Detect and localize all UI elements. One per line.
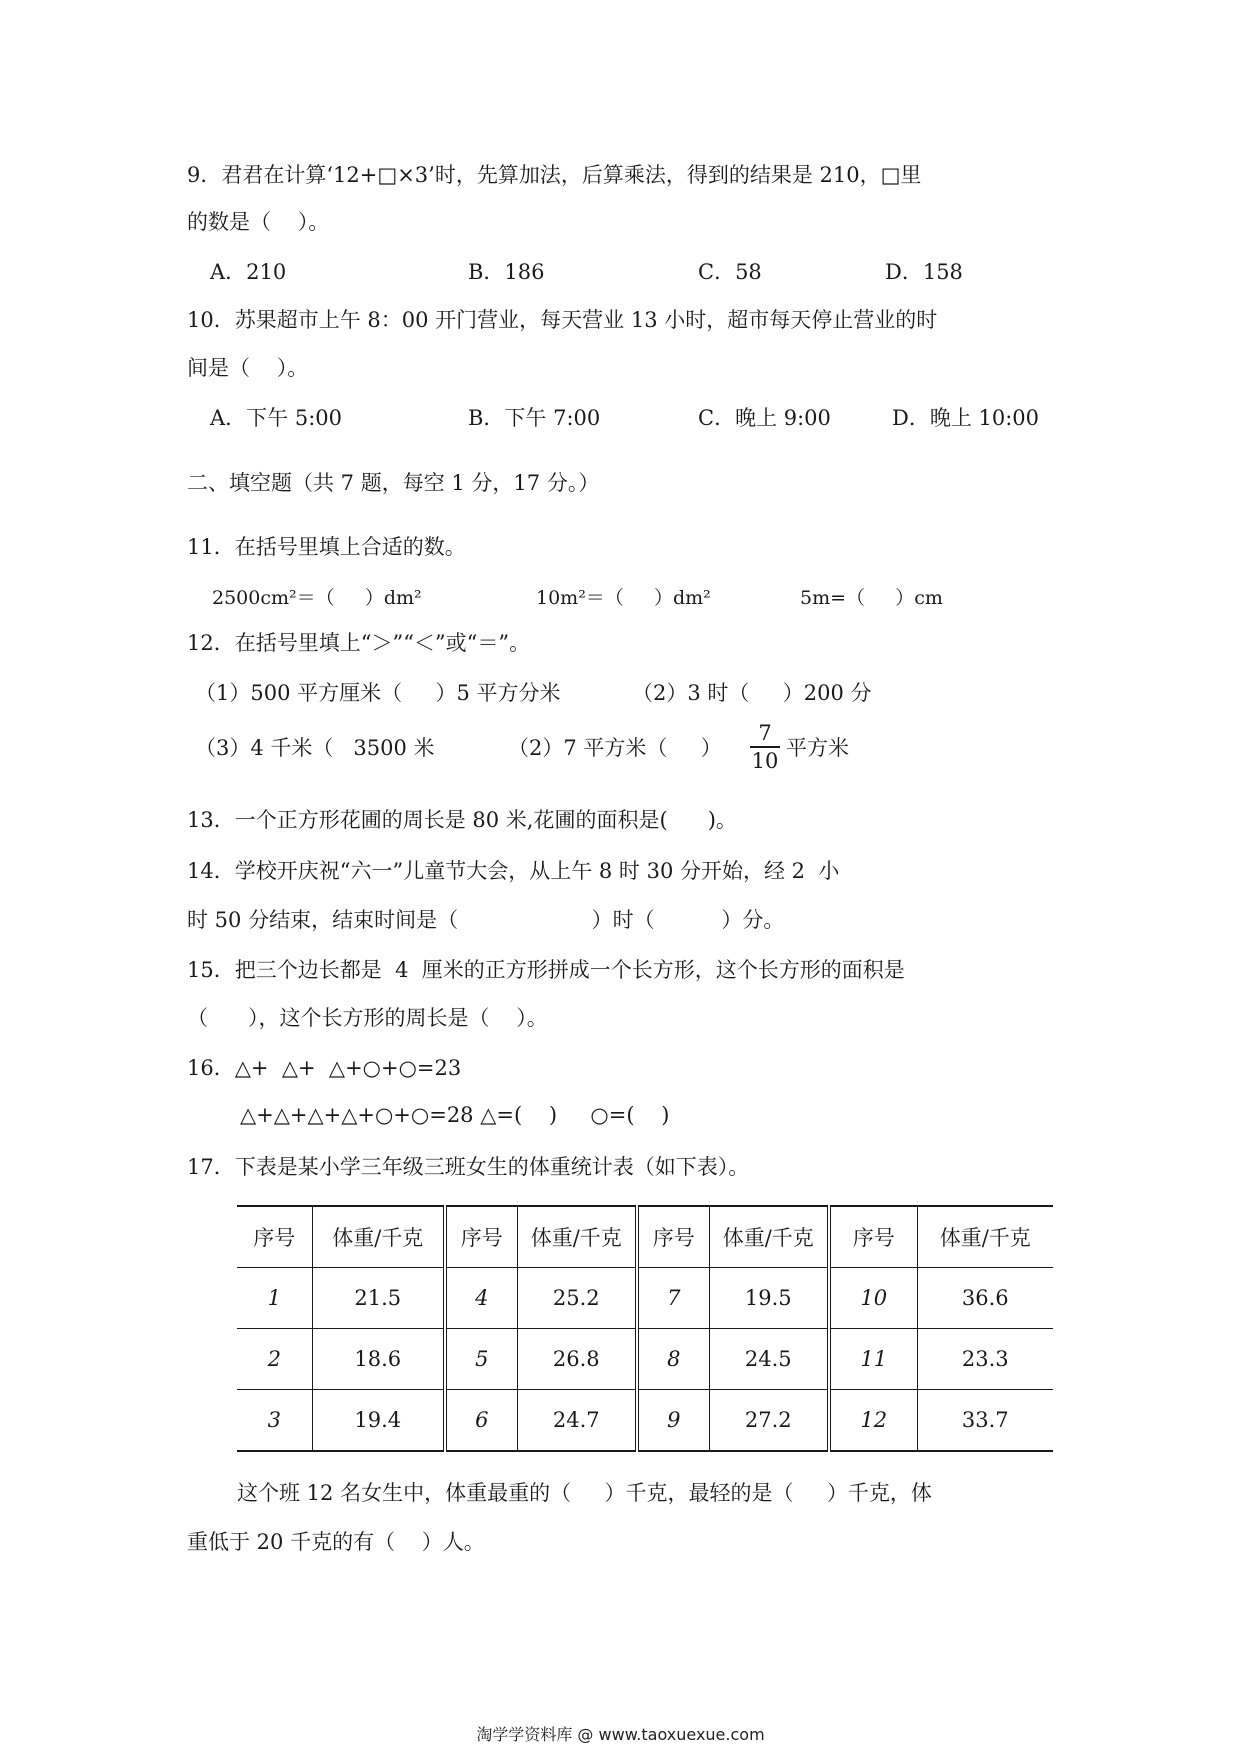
q11-item-1: 2500cm²＝（ ）dm² bbox=[212, 587, 422, 609]
table-header: 体重/千克 bbox=[709, 1206, 829, 1268]
table-header: 序号 bbox=[445, 1206, 517, 1268]
table-cell: 26.8 bbox=[517, 1329, 637, 1390]
q10-option-b: B．下午 7:00 bbox=[468, 406, 601, 430]
q11-item-3: 5m=（ ）cm bbox=[800, 587, 943, 609]
table-cell: 4 bbox=[445, 1268, 517, 1329]
table-cell: 11 bbox=[829, 1329, 917, 1390]
table-cell: 24.5 bbox=[709, 1329, 829, 1390]
table-cell: 7 bbox=[637, 1268, 709, 1329]
table-cell: 23.3 bbox=[917, 1329, 1053, 1390]
table-cell: 18.6 bbox=[312, 1329, 445, 1390]
table-header: 体重/千克 bbox=[312, 1206, 445, 1268]
table-cell: 25.2 bbox=[517, 1268, 637, 1329]
table-header: 序号 bbox=[237, 1206, 312, 1268]
table-header: 体重/千克 bbox=[517, 1206, 637, 1268]
table-row bbox=[237, 1390, 1053, 1452]
table-cell: 27.2 bbox=[709, 1390, 829, 1452]
q16-line1: 16．△+ △+ △+○+○=23 bbox=[187, 1056, 462, 1080]
q12-item-4: （2）7 平方米（ ） bbox=[508, 736, 722, 760]
q15-line1: 15．把三个边长都是 4 厘米的正方形拼成一个长方形，这个长方形的面积是 bbox=[187, 958, 905, 982]
q9-option-c: C．58 bbox=[698, 260, 762, 284]
table-cell: 9 bbox=[637, 1390, 709, 1452]
q16-line2: △+△+△+△+○+○=28 △=( ) ○=( ) bbox=[240, 1103, 670, 1127]
table-cell: 36.6 bbox=[917, 1268, 1053, 1329]
table-row bbox=[237, 1329, 1053, 1390]
table-header: 序号 bbox=[637, 1206, 709, 1268]
q12-item-2: （2）3 时（ ）200 分 bbox=[632, 681, 872, 705]
footer-watermark: 淘学学资料库 @ www.taoxuexue.com bbox=[476, 1725, 765, 1744]
table-cell: 5 bbox=[445, 1329, 517, 1390]
q14-line1: 14．学校开庆祝“六一”儿童节大会，从上午 8 时 30 分开始，经 2 小 bbox=[187, 859, 840, 883]
table-cell: 2 bbox=[237, 1329, 312, 1390]
q9-option-a: A．210 bbox=[210, 260, 287, 284]
table-cell: 8 bbox=[637, 1329, 709, 1390]
table-row bbox=[237, 1268, 1053, 1329]
table-cell: 1 bbox=[237, 1268, 312, 1329]
q10-option-c: C．晚上 9:00 bbox=[698, 406, 831, 430]
q10-option-a: A．下午 5:00 bbox=[210, 406, 342, 430]
q10-line2: 间是（ ）。 bbox=[187, 356, 309, 380]
q12-item-4-unit: 平方米 bbox=[786, 736, 849, 760]
table-cell: 12 bbox=[829, 1390, 917, 1452]
table-header: 体重/千克 bbox=[917, 1206, 1053, 1268]
q13-stem: 13．一个正方形花圃的周长是 80 米,花圃的面积是( )。 bbox=[187, 808, 737, 832]
table-cell: 19.4 bbox=[312, 1390, 445, 1452]
q12-fraction bbox=[748, 720, 782, 774]
weight-table bbox=[237, 1205, 1053, 1452]
q9-option-d: D．158 bbox=[885, 260, 963, 284]
table-cell: 10 bbox=[829, 1268, 917, 1329]
q12-stem: 12．在括号里填上“＞”“＜”或“＝”。 bbox=[187, 631, 531, 655]
table-cell: 19.5 bbox=[709, 1268, 829, 1329]
fraction-denominator: 10 bbox=[751, 749, 779, 773]
q17-after-line1: 这个班 12 名女生中，体重最重的（ ）千克，最轻的是（ ）千克，体 bbox=[237, 1481, 932, 1505]
table-cell: 24.7 bbox=[517, 1390, 637, 1452]
table-cell: 3 bbox=[237, 1390, 312, 1452]
fraction-numerator: 7 bbox=[758, 721, 772, 745]
q15-line2: （ ），这个长方形的周长是（ ）。 bbox=[187, 1006, 548, 1030]
q10-line1: 10．苏果超市上午 8：00 开门营业，每天营业 13 小时，超市每天停止营业的时 bbox=[187, 308, 938, 332]
q9-line2: 的数是（ ）。 bbox=[187, 210, 330, 234]
table-cell: 6 bbox=[445, 1390, 517, 1452]
q9-option-b: B．186 bbox=[468, 260, 545, 284]
q9-line1: 9．君君在计算‘12+□×3’时，先算加法，后算乘法，得到的结果是 210，□里 bbox=[187, 163, 922, 187]
table-header: 序号 bbox=[829, 1206, 917, 1268]
table-cell: 21.5 bbox=[312, 1268, 445, 1329]
q12-item-1: （1）500 平方厘米（ ）5 平方分米 bbox=[195, 681, 561, 705]
q10-option-d: D．晚上 10:00 bbox=[892, 406, 1040, 430]
q14-line2: 时 50 分结束，结束时间是（ ）时（ ）分。 bbox=[187, 908, 785, 932]
q17-stem: 17．下表是某小学三年级三班女生的体重统计表（如下表）。 bbox=[187, 1155, 750, 1179]
q12-item-3: （3）4 千米（ 3500 米 bbox=[195, 736, 435, 760]
q17-after-line2: 重低于 20 千克的有（ ）人。 bbox=[187, 1530, 485, 1554]
table-header-row bbox=[237, 1206, 1053, 1268]
q11-stem: 11．在括号里填上合适的数。 bbox=[187, 535, 466, 559]
table-cell: 33.7 bbox=[917, 1390, 1053, 1452]
section-title: 二、填空题（共 7 题，每空 1 分，17 分。） bbox=[187, 471, 600, 495]
q11-item-2: 10m²＝（ ）dm² bbox=[536, 587, 711, 609]
